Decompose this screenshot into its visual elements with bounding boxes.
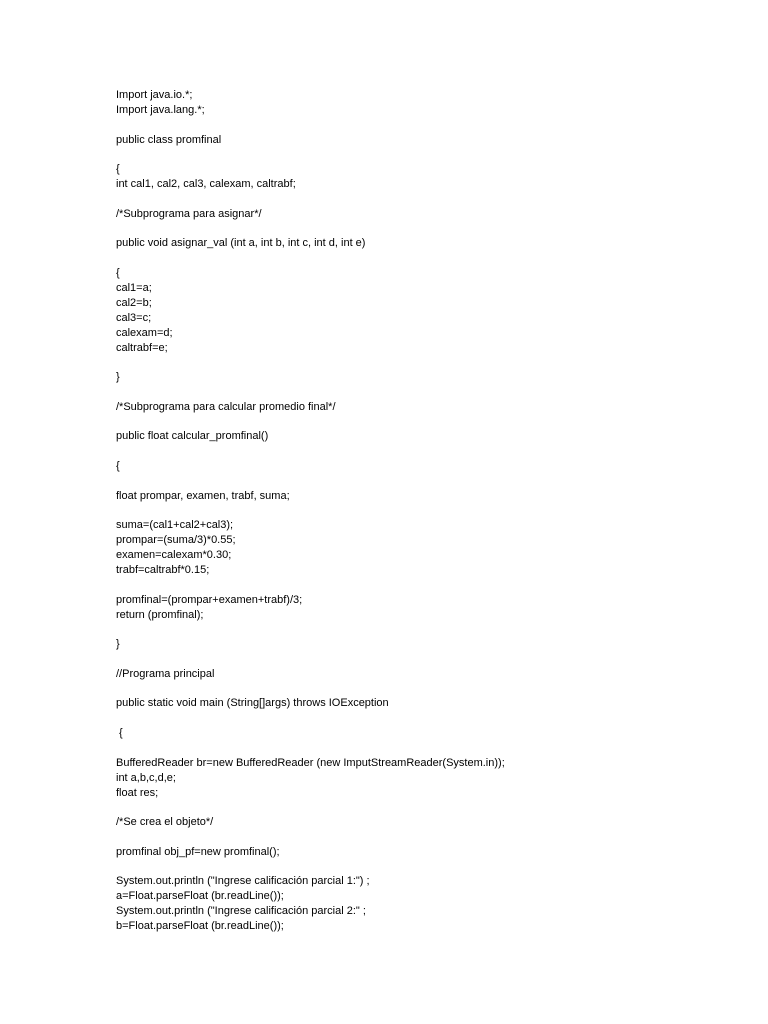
code-line-variable-declaration: int a,b,c,d,e;: [116, 772, 176, 784]
code-line-import-lang: Import java.lang.*;: [116, 104, 205, 116]
code-line-class-declaration: public class promfinal: [116, 134, 222, 146]
code-line-object-creation: promfinal obj_pf=new promfinal();: [116, 846, 280, 858]
code-line-comment: //Programa principal: [116, 668, 215, 680]
code-line-close-brace: }: [116, 638, 120, 650]
code-line-method-signature: public float calcular_promfinal(): [116, 430, 269, 442]
code-line-parse: b=Float.parseFloat (br.readLine());: [116, 920, 284, 932]
code-line-comment: /*Subprograma para asignar*/: [116, 208, 262, 220]
code-line-statement: examen=calexam*0.30;: [116, 549, 232, 561]
code-line-variable-declaration: float res;: [116, 787, 159, 799]
code-line-open-brace: {: [116, 267, 120, 279]
code-line-reader-declaration: BufferedReader br=new BufferedReader (new ImputStreamReader(System.in));: [116, 757, 505, 769]
code-line-return: return (promfinal);: [116, 609, 204, 621]
code-line-comment: /*Se crea el objeto*/: [116, 816, 214, 828]
code-line-parse: a=Float.parseFloat (br.readLine());: [116, 890, 284, 902]
code-line-variable-declaration: float prompar, examen, trabf, suma;: [116, 490, 290, 502]
code-line-field-declaration: int cal1, cal2, cal3, calexam, caltrabf;: [116, 178, 296, 190]
code-line-statement: suma=(cal1+cal2+cal3);: [116, 519, 234, 531]
code-line-open-brace: {: [116, 460, 120, 472]
code-line-statement: prompar=(suma/3)*0.55;: [116, 534, 236, 546]
code-line-main-signature: public static void main (String[]args) throws IOException: [116, 697, 389, 709]
code-line-statement: trabf=caltrabf*0.15;: [116, 564, 210, 576]
code-line-statement: cal3=c;: [116, 312, 152, 324]
code-line-statement: calexam=d;: [116, 327, 173, 339]
code-line-statement: caltrabf=e;: [116, 342, 168, 354]
code-line-close-brace: }: [116, 371, 120, 383]
code-line-statement: cal2=b;: [116, 297, 152, 309]
code-line-statement: promfinal=(prompar+examen+trabf)/3;: [116, 594, 303, 606]
code-line-import-io: Import java.io.*;: [116, 89, 193, 101]
code-line-statement: cal1=a;: [116, 282, 152, 294]
code-line-print: System.out.println ("Ingrese calificación parcial 2:" ;: [116, 905, 366, 917]
code-line-comment: /*Subprograma para calcular promedio final*/: [116, 401, 336, 413]
code-line-print: System.out.println ("Ingrese calificación parcial 1:") ;: [116, 875, 370, 887]
code-line-open-brace: {: [116, 163, 120, 175]
code-line-open-brace: {: [116, 727, 123, 739]
code-line-method-signature: public void asignar_val (int a, int b, int c, int d, int e): [116, 237, 366, 249]
